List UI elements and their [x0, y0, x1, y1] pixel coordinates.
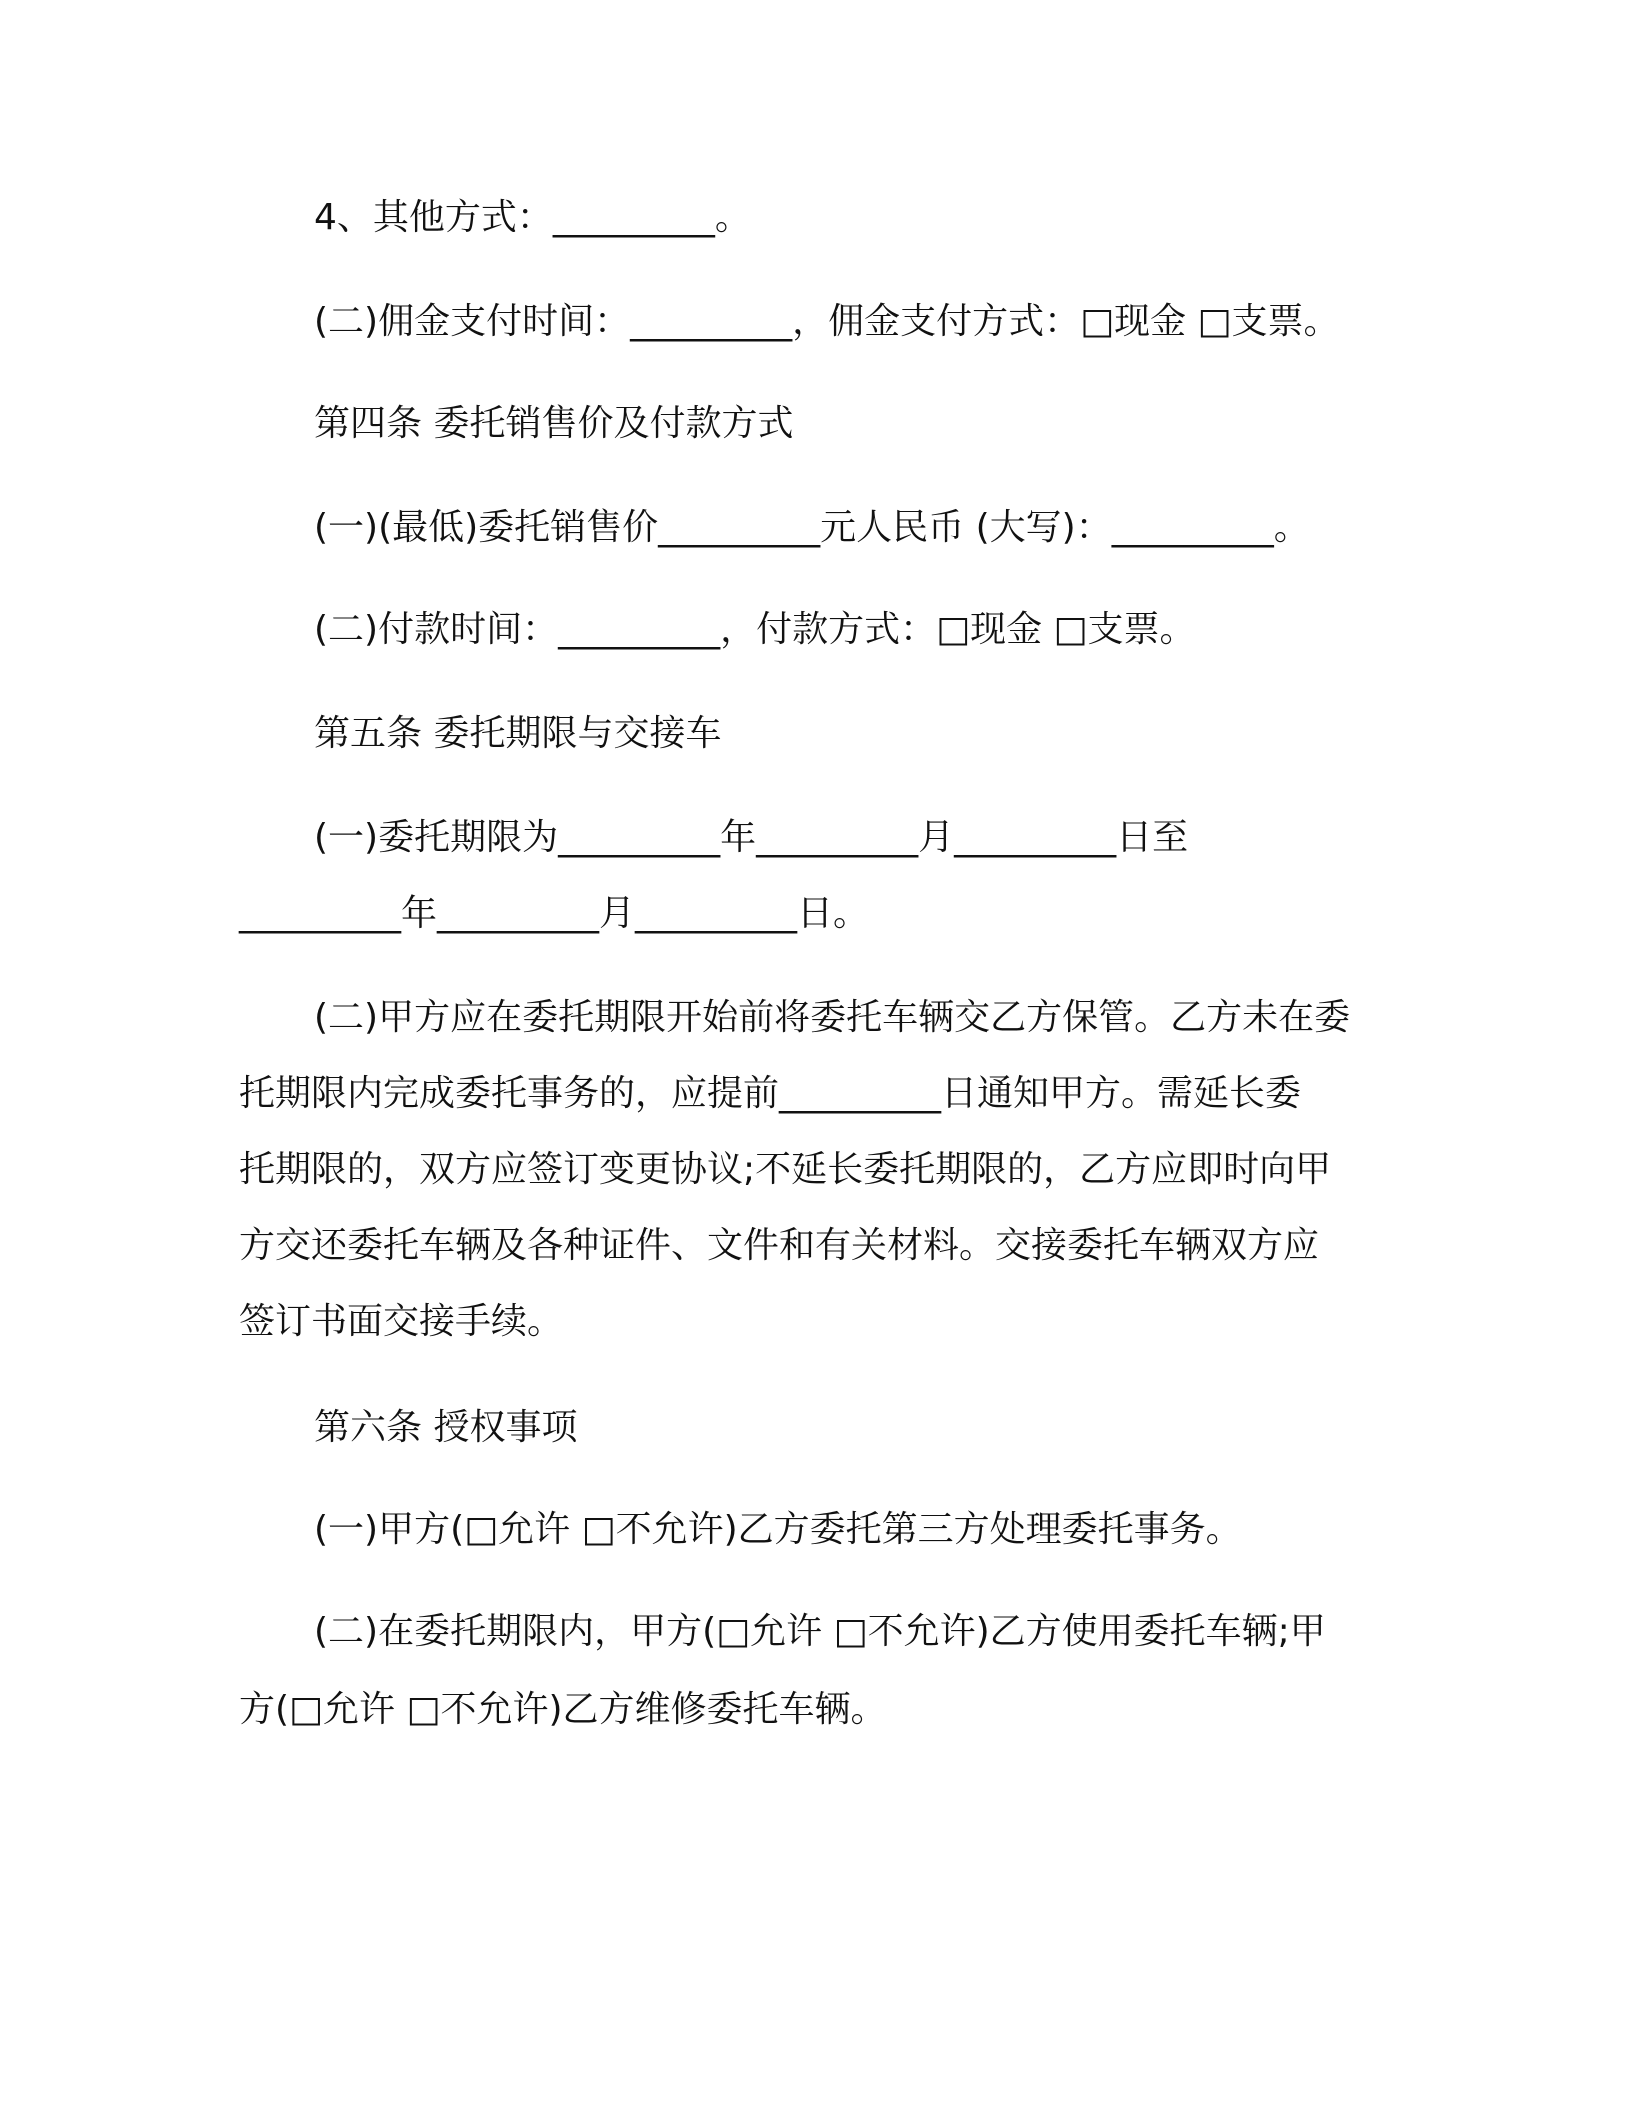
clause-payment-time: (二)付款时间：_________，付款方式：□现金 □支票。 — [314, 609, 1196, 650]
clause-handover-line-1: (二)甲方应在委托期限开始前将委托车辆交乙方保管。乙方未在委 — [314, 997, 1351, 1038]
clause-third-party: (一)甲方(□允许 □不允许)乙方委托第三方处理委托事务。 — [314, 1509, 1242, 1550]
clause-other-method: 4、其他方式：_________。 — [314, 197, 751, 238]
clause-vehicle-use-line-1: (二)在委托期限内，甲方(□允许 □不允许)乙方使用委托车辆;甲 — [314, 1611, 1326, 1652]
clause-vehicle-use-line-2: 方(□允许 □不允许)乙方维修委托车辆。 — [239, 1689, 887, 1730]
clause-handover-line-3: 托期限的，双方应签订变更协议;不延长委托期限的，乙方应即时向甲 — [239, 1149, 1332, 1190]
article-4-heading: 第四条 委托销售价及付款方式 — [314, 403, 794, 444]
clause-commission-payment: (二)佣金支付时间：_________，佣金支付方式：□现金 □支票。 — [314, 301, 1340, 342]
clause-handover-line-5: 签订书面交接手续。 — [239, 1301, 564, 1342]
clause-term-line-1: (一)委托期限为_________年_________月_________日至 — [314, 817, 1189, 858]
article-5-heading: 第五条 委托期限与交接车 — [314, 713, 722, 754]
clause-min-sale-price: (一)(最低)委托销售价_________元人民币 (大写)：_________。 — [314, 507, 1310, 548]
clause-handover-line-4: 方交还委托车辆及各种证件、文件和有关材料。交接委托车辆双方应 — [239, 1225, 1320, 1266]
article-6-heading: 第六条 授权事项 — [314, 1407, 578, 1448]
clause-handover-line-2: 托期限内完成委托事务的，应提前_________日通知甲方。需延长委 — [239, 1073, 1302, 1114]
clause-term-line-2: _________年_________月_________日。 — [239, 893, 869, 934]
